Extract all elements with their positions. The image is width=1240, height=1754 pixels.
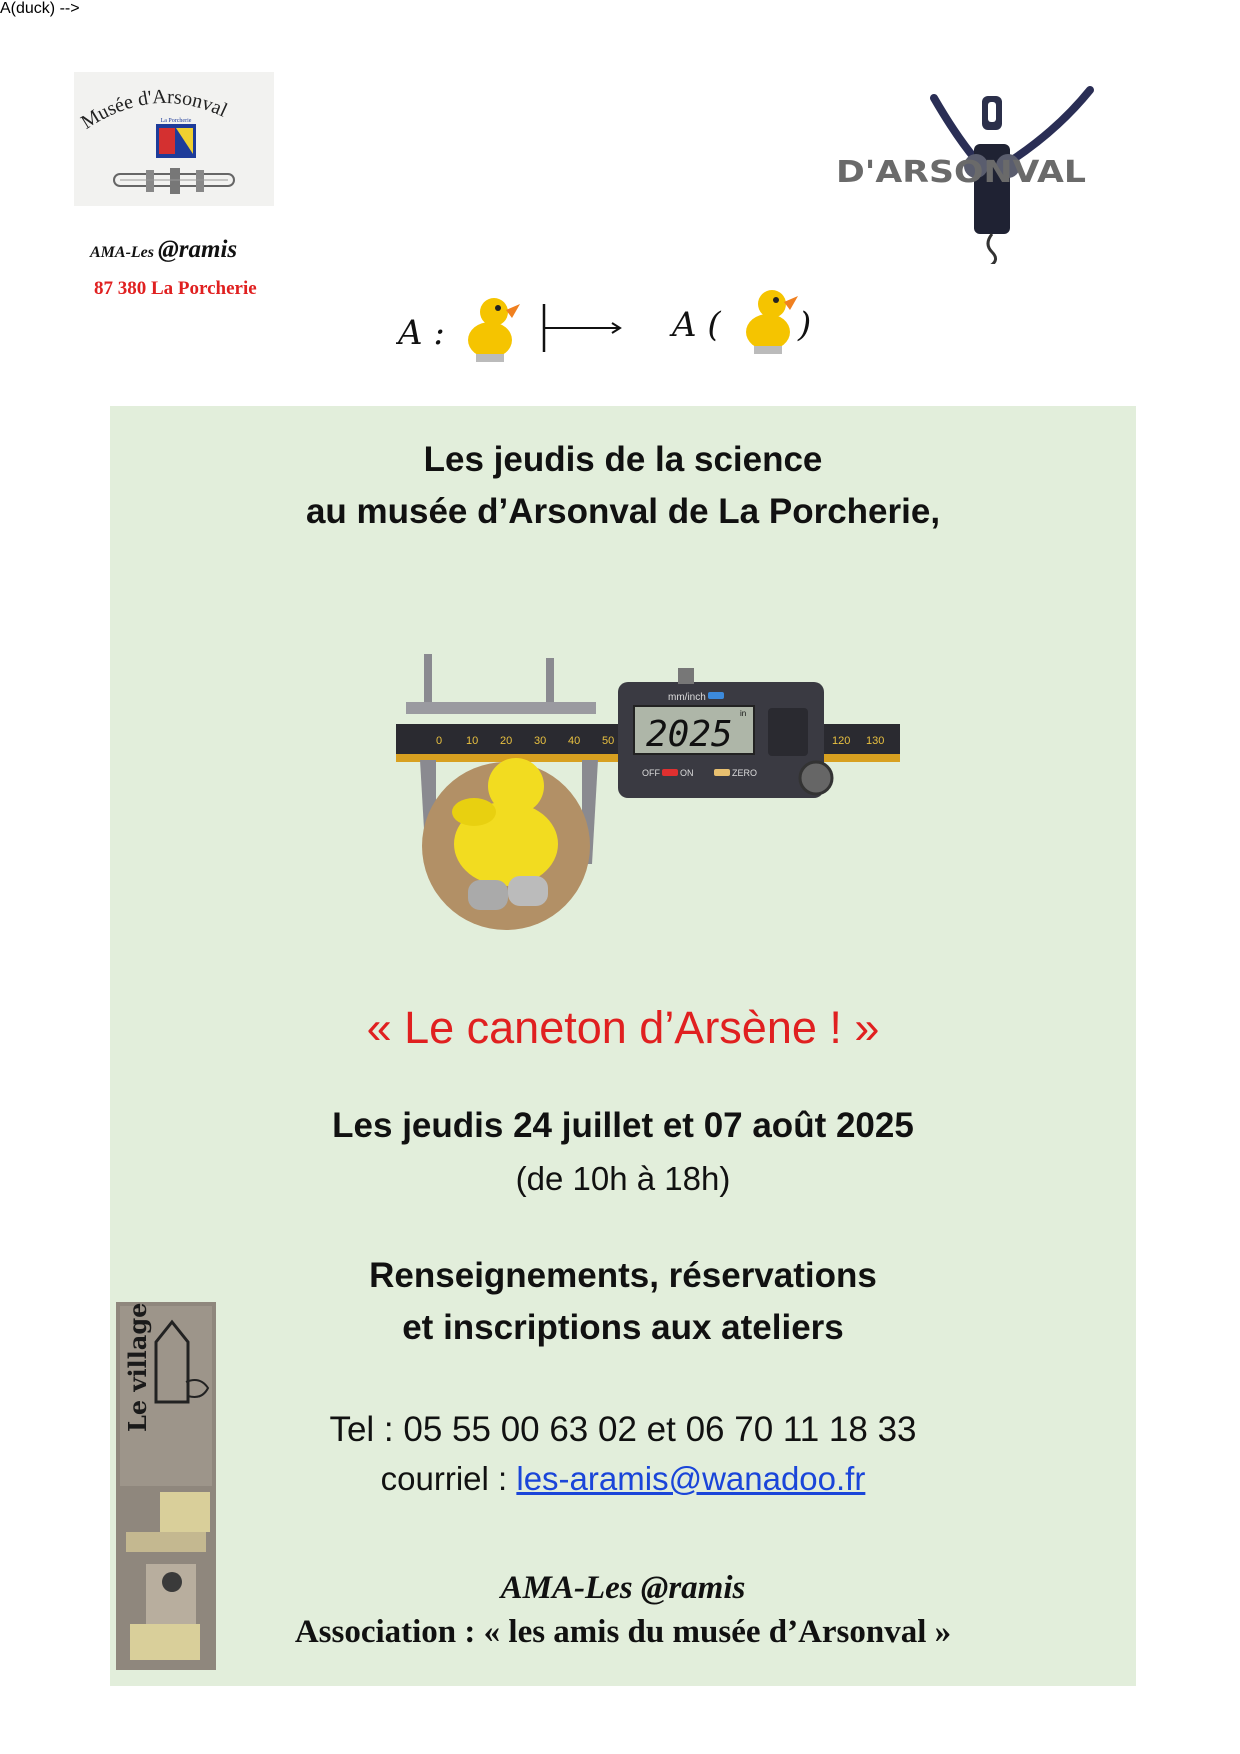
unit-label: mm/inch bbox=[668, 692, 706, 703]
duck-map-formula bbox=[396, 290, 836, 370]
museum-logo bbox=[74, 72, 274, 206]
info-line-1: Renseignements, réservations bbox=[369, 1256, 877, 1295]
formula-left-symbol: A : bbox=[398, 313, 445, 353]
event-dates: Les jeudis 24 juillet et 07 août 2025 bbox=[332, 1106, 914, 1145]
address: 87 380 La Porcherie bbox=[94, 278, 257, 299]
inch-indicator: in bbox=[740, 709, 747, 718]
scale-tick: 50 bbox=[602, 735, 615, 747]
formula-close-paren: ) bbox=[798, 305, 812, 345]
email-link[interactable]: les-aramis@wanadoo.fr bbox=[516, 1460, 866, 1497]
email-label: courriel : bbox=[380, 1460, 517, 1497]
scale-tick: 0 bbox=[436, 735, 443, 747]
scale-tick: 30 bbox=[534, 735, 547, 747]
intro-line-1: Les jeudis de la science bbox=[423, 440, 823, 479]
scale-tick: 40 bbox=[568, 735, 581, 747]
off-label: OFF bbox=[642, 768, 660, 778]
intro-line-2: au musée d’Arsonval de La Porcherie, bbox=[305, 492, 941, 531]
scale-tick: 120 bbox=[832, 735, 851, 747]
footer-association-short: AMA-Les @ramis bbox=[500, 1570, 746, 1606]
footer-association-full: Association : « les amis du musée d’Arsonval » bbox=[294, 1614, 952, 1650]
formula-right-symbol: A ( bbox=[672, 305, 721, 345]
duck-icon bbox=[468, 298, 520, 362]
event-hours: (de 10h à 18h) bbox=[515, 1160, 731, 1197]
zero-label: ZERO bbox=[732, 768, 758, 778]
email-line bbox=[110, 1460, 1136, 1498]
village-banner bbox=[116, 1302, 216, 1670]
association-prefix: AMA-Les bbox=[90, 244, 158, 261]
association-line bbox=[90, 236, 237, 264]
darsonval-brand-logo bbox=[836, 86, 1106, 264]
caliper-display-value: 2025 bbox=[646, 714, 733, 755]
duck-icon bbox=[746, 290, 798, 354]
scale-tick: 130 bbox=[866, 735, 885, 747]
scale-tick: 10 bbox=[466, 735, 479, 747]
on-label: ON bbox=[680, 768, 694, 778]
info-line-2: et inscriptions aux ateliers bbox=[402, 1308, 844, 1347]
association-name: @ramis bbox=[158, 236, 238, 263]
village-banner-title: Le village bbox=[123, 1302, 152, 1432]
caliper-illustration bbox=[396, 654, 900, 940]
off-on-button bbox=[662, 769, 678, 776]
scale-tick: 20 bbox=[500, 735, 513, 747]
zero-button bbox=[714, 769, 730, 776]
event-title: « Le caneton d’Arsène ! » bbox=[366, 1002, 880, 1053]
brand-logo-text: D'ARSONVAL bbox=[836, 155, 1086, 190]
museum-logo-text: Musée d'Arsonval bbox=[77, 85, 231, 134]
shield-caption: La Porcherie bbox=[160, 118, 192, 124]
phone-line: Tel : 05 55 00 63 02 et 06 70 11 18 33 bbox=[329, 1410, 917, 1449]
